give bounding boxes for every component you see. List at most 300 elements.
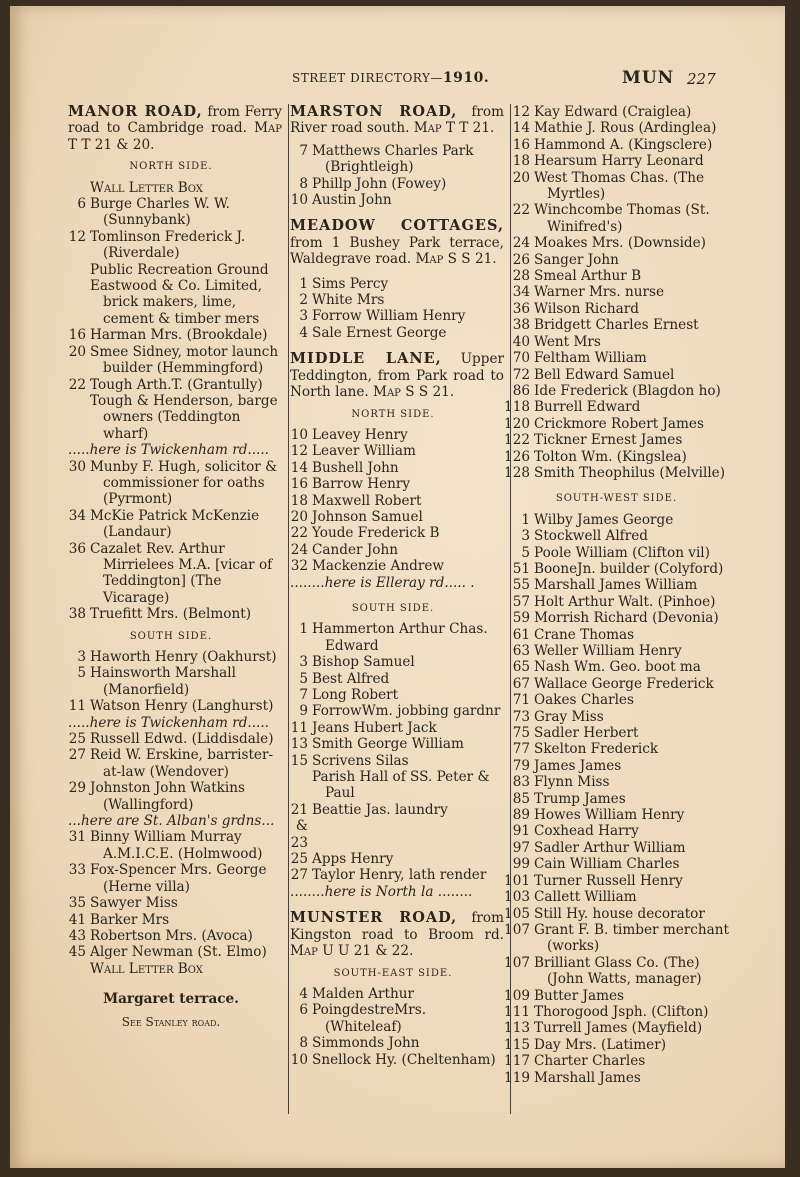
directory-entry — [282, 460, 504, 476]
directory-entry — [60, 944, 282, 960]
directory-entry — [504, 202, 729, 235]
occupant-name: Thorogood Jsph. (Clifton) — [534, 1003, 709, 1020]
occupant-name: Harman Mrs. (Brookdale) — [90, 327, 268, 344]
directory-entry — [282, 654, 504, 670]
house-number: 89 — [512, 807, 530, 824]
occupant-name: Crickmore Robert James — [534, 415, 704, 432]
occupant-name: Sale Ernest George — [312, 324, 447, 341]
house-number: 18 — [290, 492, 308, 509]
side-label: SOUTH SIDE. — [129, 630, 213, 642]
occupant-name: Brilliant Glass Co. (The) (John Watts, manager) — [534, 954, 702, 988]
directory-entry — [282, 192, 504, 208]
entry-list — [60, 196, 282, 442]
directory-entry — [60, 344, 282, 377]
house-number: 119 — [504, 1069, 530, 1086]
occupant-name: West Thomas Chas. (The Myrtles) — [534, 169, 705, 203]
house-number: 5 — [77, 665, 86, 682]
occupant-name: Wilby James George — [534, 511, 674, 528]
directory-entry — [504, 137, 729, 153]
directory-entry — [60, 459, 282, 508]
directory-entry — [60, 649, 282, 665]
occupant-name: Smee Sidney, motor launch builder (Hemmingford) — [90, 343, 279, 377]
directory-entry — [282, 525, 504, 541]
directory-entry — [504, 791, 729, 807]
house-number: 97 — [512, 839, 530, 856]
directory-entry — [504, 807, 729, 823]
directory-entry — [504, 1053, 729, 1069]
occupant-name: Hammerton Arthur Chas. Edward — [312, 621, 488, 654]
house-number: 7 — [299, 687, 308, 703]
map-reference: Map T T 21. — [413, 120, 495, 137]
directory-entry — [504, 709, 729, 725]
directory-entry — [504, 955, 729, 988]
cross-street-note: ........here is North la ........ — [290, 883, 473, 900]
street-description: from Ferry road to Cambridge road. — [68, 104, 282, 137]
occupant-name: Sims Percy — [312, 275, 389, 292]
directory-entry — [60, 541, 282, 607]
occupant-name: Wilson Richard — [534, 300, 639, 317]
directory-entry — [504, 840, 729, 856]
occupant-name: McKie Patrick McKenzie (Landaur) — [90, 507, 260, 541]
street-description: from River road south. — [290, 104, 504, 137]
occupant-name: Feltham William — [534, 350, 647, 367]
occupant-name: Simmonds John — [312, 1035, 420, 1052]
house-number: 43 — [68, 927, 86, 944]
occupant-name: James James — [534, 757, 622, 774]
house-number: 20 — [68, 343, 86, 360]
directory-entry — [282, 443, 504, 459]
house-number: 12 — [68, 228, 86, 245]
house-number: 73 — [512, 708, 530, 725]
house-number: 122 — [504, 432, 530, 449]
column-2 — [282, 104, 504, 1068]
directory-entry — [504, 758, 729, 774]
occupant-name: Jeans Hubert Jack — [312, 719, 437, 736]
entry-list — [504, 512, 729, 1086]
directory-entry — [504, 301, 729, 317]
occupant-name: Nash Wm. Geo. boot ma — [534, 659, 701, 676]
directory-entry — [60, 377, 282, 393]
directory-entry — [60, 829, 282, 862]
house-number: 2 — [299, 292, 308, 309]
directory-entry — [504, 676, 729, 692]
house-number: 91 — [512, 823, 530, 840]
occupant-name: Mathie J. Rous (Ardinglea) — [534, 120, 717, 137]
house-number: 118 — [504, 399, 530, 416]
entry-list — [282, 986, 504, 1068]
directory-entry — [282, 736, 504, 752]
directory-entry — [60, 262, 282, 278]
occupant-name: Watson Henry (Langhurst) — [90, 698, 274, 715]
directory-entry — [504, 153, 729, 169]
directory-entry — [282, 542, 504, 558]
directory-entry — [504, 528, 729, 544]
occupant-name: Gray Miss — [534, 708, 604, 725]
occupant-name: Scrivens Silas — [312, 752, 409, 769]
directory-entry — [282, 867, 504, 883]
occupant-name: Winchcombe Thomas (St. Winifred's) — [534, 202, 710, 235]
directory-entry — [282, 703, 504, 719]
house-number: 22 — [290, 525, 308, 542]
directory-entry — [60, 698, 282, 714]
occupant-name: Smeal Arthur B — [534, 268, 642, 285]
occupant-name: Poole William (Clifton vil) — [534, 544, 710, 561]
occupant-name: Tolton Wm. (Kingslea) — [534, 448, 687, 465]
house-number: 30 — [68, 458, 86, 475]
occupant-name: BooneJn. builder (Colyford) — [534, 560, 724, 577]
house-number: 3 — [299, 308, 308, 325]
occupant-name: Beattie Jas. laundry — [312, 801, 448, 818]
cross-reference — [60, 991, 282, 1030]
house-number: 67 — [512, 675, 530, 692]
occupant-name: Mackenzie Andrew — [312, 558, 445, 575]
directory-entry — [282, 325, 504, 341]
house-number: 15 — [290, 752, 308, 769]
occupant-name: Bridgett Charles Ernest — [534, 317, 699, 334]
running-title — [292, 70, 489, 86]
house-number: 31 — [68, 829, 86, 846]
house-number: 99 — [512, 856, 530, 873]
house-number: 79 — [512, 757, 530, 774]
house-number: 45 — [68, 944, 86, 961]
house-number: 24 — [512, 235, 530, 252]
entry-list — [282, 276, 504, 342]
occupant-name: Tough & Henderson, barge owners (Teddington wharf) — [90, 392, 278, 442]
title-year: 1910. — [442, 70, 490, 86]
house-number — [60, 278, 90, 327]
house-number: 86 — [512, 382, 530, 399]
occupant-name: Taylor Henry, lath render — [312, 867, 487, 884]
occupant-name: Public Recreation Ground — [90, 261, 269, 278]
house-number: 63 — [512, 643, 530, 659]
directory-entry — [504, 284, 729, 300]
house-number: 16 — [512, 136, 530, 153]
directory-entry — [504, 889, 729, 905]
directory-entry — [504, 627, 729, 643]
occupant-name: Cazalet Rev. Arthur Mirrielees M.A. [vicar of Teddington] (The Vicarage) — [90, 540, 273, 606]
occupant-name: Still Hy. house decorator — [534, 905, 705, 922]
occupant-name: Went Mrs — [534, 333, 601, 350]
directory-entry — [504, 432, 729, 448]
occupant-name: Parish Hall of SS. Peter & Paul — [312, 769, 490, 802]
side-label: NORTH SIDE. — [351, 408, 435, 420]
directory-entry — [504, 268, 729, 284]
occupant-name: Hainsworth Marshall (Manorfield) — [90, 665, 236, 698]
directory-entry — [504, 561, 729, 577]
directory-entry — [60, 912, 282, 928]
directory-entry — [504, 610, 729, 626]
directory-entry — [504, 725, 729, 741]
house-number: 109 — [504, 987, 530, 1004]
occupant-name: Binny William Murray A.M.I.C.E. (Holmwood) — [90, 829, 263, 862]
section-abbreviation: MUN — [622, 68, 675, 88]
house-number: 51 — [512, 560, 530, 577]
directory-entry — [504, 643, 729, 659]
house-number: 12 — [290, 443, 308, 460]
house-number: 120 — [504, 415, 530, 432]
house-number: 5 — [521, 544, 530, 561]
occupant-name: Maxwell Robert — [312, 492, 422, 509]
house-number: 9 — [299, 703, 308, 720]
occupant-name: Morrish Richard (Devonia) — [534, 610, 719, 627]
directory-entry — [504, 659, 729, 675]
directory-entry — [282, 802, 504, 851]
house-number: 75 — [512, 725, 530, 742]
entry-list — [60, 459, 282, 623]
house-number: 6 — [299, 1002, 308, 1019]
occupant-name: White Mrs — [312, 292, 385, 309]
house-number: 8 — [299, 1035, 308, 1052]
wall-letter-box: Wall Letter Box — [90, 960, 203, 977]
occupant-name: Bell Edward Samuel — [534, 366, 675, 383]
directory-entry — [504, 367, 729, 383]
house-number: 83 — [512, 774, 530, 791]
house-number: 26 — [512, 251, 530, 268]
house-number: 3 — [521, 528, 530, 545]
cross-street-note: .....here is Twickenham rd..... — [68, 714, 270, 731]
street-heading-manor — [60, 104, 282, 153]
house-number: 35 — [68, 895, 86, 912]
house-number: 20 — [290, 508, 308, 525]
cross-street-note: ...here are St. Alban's grdns... — [68, 813, 275, 830]
house-number: 8 — [299, 175, 308, 192]
occupant-name: Cain William Charles — [534, 856, 680, 873]
house-number: 33 — [68, 862, 86, 879]
occupant-name: Butter James — [534, 987, 624, 1004]
directory-entry — [60, 747, 282, 780]
occupant-name: Sawyer Miss — [90, 895, 178, 912]
directory-entry — [282, 720, 504, 736]
house-number: 5 — [299, 670, 308, 687]
street-description: from 1 Bushey Park terrace, Waldegrave road. — [290, 234, 504, 268]
house-number: 22 — [68, 376, 86, 393]
house-number: 1 — [521, 511, 530, 528]
house-number: 1 — [299, 275, 308, 292]
entry-list — [282, 621, 504, 884]
house-number: 6 — [77, 196, 86, 213]
directory-entry — [282, 671, 504, 687]
occupant-name: Eastwood & Co. Limited, brick makers, lime, cement & timber mers — [90, 278, 263, 327]
directory-entry — [504, 1037, 729, 1053]
occupant-name: Oakes Charles — [534, 692, 634, 709]
directory-entry — [504, 823, 729, 839]
house-number: 27 — [68, 747, 86, 764]
house-number: 103 — [504, 889, 530, 906]
occupant-name: Snellock Hy. (Cheltenham) — [312, 1051, 496, 1068]
house-number: 61 — [512, 626, 530, 643]
street-name: MEADOW COTTAGES, — [290, 217, 504, 235]
occupant-name: Johnston John Watkins (Wallingford) — [90, 780, 245, 813]
occupant-name: Warner Mrs. nurse — [534, 284, 665, 301]
directory-entry — [282, 276, 504, 292]
occupant-name: Fox-Spencer Mrs. George (Herne villa) — [90, 862, 267, 895]
occupant-name: Truefitt Mrs. (Belmont) — [90, 606, 251, 623]
side-label: SOUTH-WEST SIDE. — [555, 493, 678, 505]
house-number — [282, 769, 312, 802]
house-number: 16 — [68, 327, 86, 344]
occupant-name: Crane Thomas — [534, 626, 635, 643]
occupant-name: Turrell James (Mayfield) — [534, 1020, 703, 1037]
occupant-name: Flynn Miss — [534, 774, 610, 791]
occupant-name: Forrow William Henry — [312, 308, 466, 325]
occupant-name: Apps Henry — [312, 851, 394, 868]
house-number: 27 — [290, 867, 308, 884]
house-number: 128 — [504, 464, 530, 481]
street-heading-middle — [282, 351, 504, 400]
directory-entry — [282, 509, 504, 525]
occupant-name: Weller William Henry — [534, 643, 682, 659]
entry-list — [282, 427, 504, 575]
directory-entry — [60, 196, 282, 229]
house-number: 107 — [504, 921, 530, 938]
directory-entry — [504, 512, 729, 528]
house-number: 25 — [68, 731, 86, 748]
directory-entry — [282, 687, 504, 703]
house-number: 4 — [299, 985, 308, 1002]
occupant-name: Phillp John (Fowey) — [312, 175, 447, 192]
directory-entry — [282, 308, 504, 324]
occupant-name: Leavey Henry — [312, 426, 408, 443]
house-number: 14 — [290, 459, 308, 476]
occupant-name: Turner Russell Henry — [534, 872, 683, 889]
street-name: Margaret terrace. — [103, 991, 239, 1008]
house-number: 57 — [512, 593, 530, 610]
street-name: MANOR ROAD, — [68, 103, 203, 120]
directory-entry — [504, 906, 729, 922]
directory-entry — [504, 873, 729, 889]
directory-entry — [282, 769, 504, 802]
occupant-name: Munby F. Hugh, solicitor & commissioner for oaths (Pyrmont) — [90, 458, 278, 508]
house-number: 28 — [512, 268, 530, 285]
house-number: 85 — [512, 790, 530, 807]
directory-entry — [504, 334, 729, 350]
house-number: 12 — [512, 104, 530, 120]
house-number: 16 — [290, 476, 308, 493]
house-number: 36 — [512, 300, 530, 317]
entry-list — [60, 829, 282, 960]
directory-entry — [60, 327, 282, 343]
directory-entry — [504, 692, 729, 708]
occupant-name: Moakes Mrs. (Downside) — [534, 235, 706, 252]
occupant-name: Coxhead Harry — [534, 823, 639, 840]
page-number: 227 — [687, 70, 716, 88]
directory-entry — [282, 427, 504, 443]
house-number: 34 — [512, 284, 530, 301]
occupant-name: Leaver William — [312, 443, 416, 460]
see-reference: See Stanley road. — [121, 1014, 221, 1029]
house-number: 10 — [290, 426, 308, 443]
house-number: 7 — [299, 142, 308, 159]
occupant-name: Barrow Henry — [312, 476, 411, 493]
house-number — [60, 393, 90, 442]
entry-list — [60, 649, 282, 715]
occupant-name: Grant F. B. timber merchant (works) — [534, 921, 729, 955]
street-heading-marston — [282, 104, 504, 137]
side-label: NORTH SIDE. — [129, 161, 213, 173]
directory-entry — [504, 399, 729, 415]
house-number: 115 — [504, 1036, 530, 1053]
occupant-name: Marshall James — [534, 1069, 641, 1086]
house-number: 10 — [290, 1051, 308, 1068]
occupant-name: Tickner Ernest James — [534, 432, 683, 449]
directory-entry — [282, 176, 504, 192]
street-name: MIDDLE LANE, — [290, 350, 442, 368]
occupant-name: Barker Mrs — [90, 911, 170, 928]
directory-entry — [60, 229, 282, 262]
directory-entry — [504, 383, 729, 399]
occupant-name: Charter Charles — [534, 1053, 646, 1070]
directory-entry — [504, 545, 729, 561]
occupant-name: Marshall James William — [534, 577, 698, 594]
street-description: from Kingston road to Broom rd. — [290, 910, 504, 943]
directory-entry — [282, 292, 504, 308]
directory-entry — [282, 476, 504, 492]
occupant-name: Skelton Frederick — [534, 741, 659, 758]
directory-entry — [60, 665, 282, 698]
house-number: 10 — [290, 192, 308, 209]
directory-entry — [60, 895, 282, 911]
directory-entry — [504, 1004, 729, 1020]
house-number: 11 — [68, 698, 86, 715]
occupant-name: Stockwell Alfred — [534, 528, 648, 545]
directory-entry — [282, 143, 504, 176]
directory-entry — [282, 753, 504, 769]
directory-entry — [282, 1052, 504, 1068]
side-label: SOUTH SIDE. — [351, 602, 435, 614]
directory-entry — [504, 235, 729, 251]
directory-entry — [282, 851, 504, 867]
occupant-name: Tough Arth.T. (Grantully) — [90, 376, 263, 393]
house-number: 59 — [512, 610, 530, 627]
occupant-name: Howes William Henry — [534, 807, 685, 824]
side-label: SOUTH-EAST SIDE. — [333, 967, 453, 979]
entry-list — [60, 731, 282, 813]
page-header — [10, 68, 785, 90]
house-number: 3 — [299, 654, 308, 671]
directory-entry — [504, 350, 729, 366]
occupant-name: Ide Frederick (Blagdon ho) — [534, 382, 721, 399]
directory-entry — [504, 594, 729, 610]
directory-entry — [504, 252, 729, 268]
occupant-name: Trump James — [534, 790, 626, 807]
directory-entry — [504, 577, 729, 593]
directory-entry — [282, 493, 504, 509]
occupant-name: Long Robert — [312, 687, 399, 703]
directory-entry — [504, 774, 729, 790]
house-number: 20 — [512, 169, 530, 186]
street-name: MUNSTER ROAD, — [290, 909, 458, 927]
house-number: 105 — [504, 905, 530, 922]
entry-list — [282, 143, 504, 209]
directory-entry — [504, 856, 729, 872]
occupant-name: Malden Arthur — [312, 985, 414, 1002]
occupant-name: Robertson Mrs. (Avoca) — [90, 927, 253, 944]
house-number: 18 — [512, 153, 530, 170]
house-number: 1 — [299, 621, 308, 638]
house-number: 29 — [68, 780, 86, 797]
occupant-name: Hammond A. (Kingsclere) — [534, 136, 713, 153]
map-reference: Map S S 21. — [415, 251, 497, 268]
occupant-name: Wallace George Frederick — [534, 675, 714, 692]
occupant-name: Bishop Samuel — [312, 654, 415, 671]
occupant-name: Callett William — [534, 889, 637, 906]
directory-entry — [504, 104, 729, 120]
directory-entry — [60, 606, 282, 622]
directory-entry — [60, 780, 282, 813]
cross-street-note: ........here is Elleray rd..... . — [290, 574, 475, 591]
house-number: 36 — [68, 540, 86, 557]
directory-entry — [504, 170, 729, 203]
